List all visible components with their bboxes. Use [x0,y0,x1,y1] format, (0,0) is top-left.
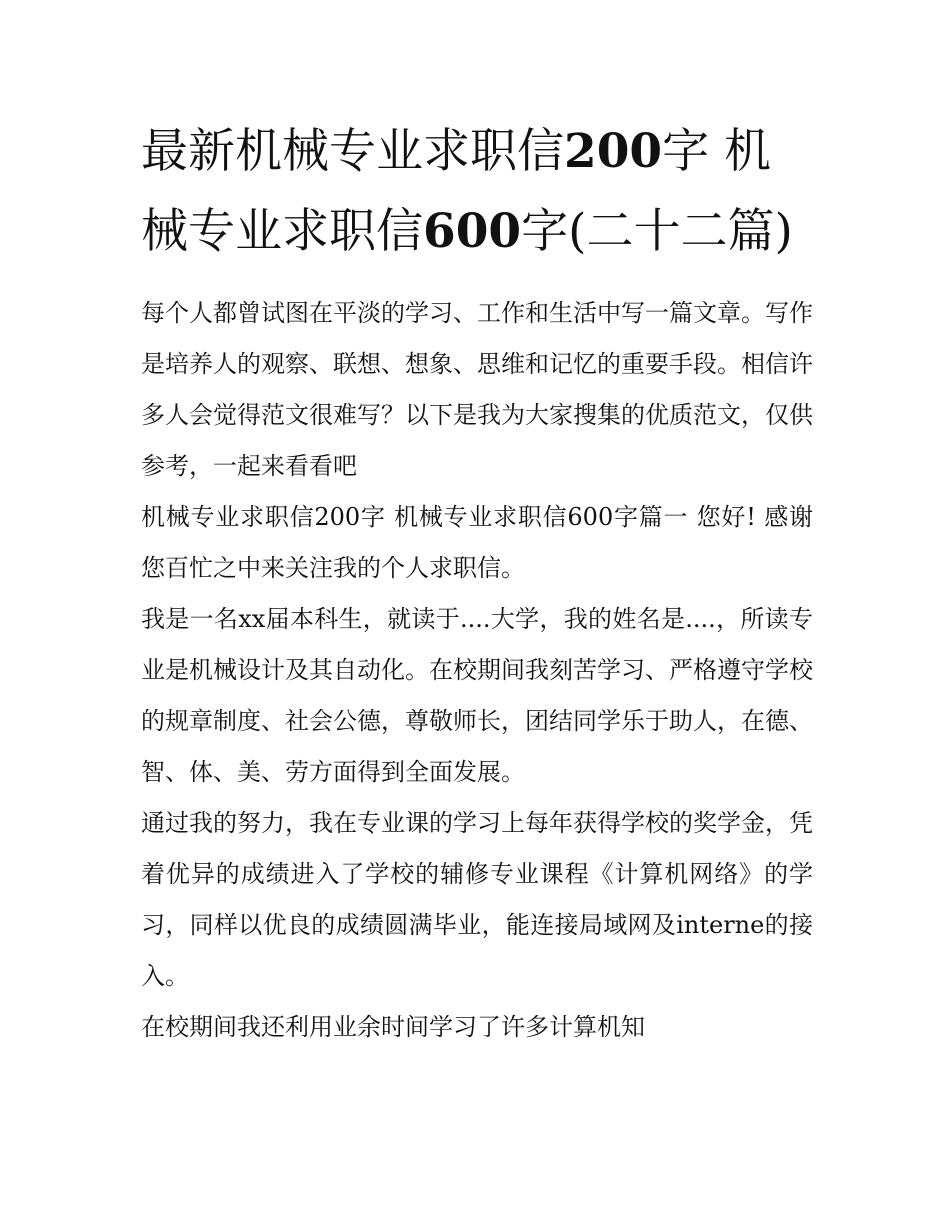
paragraph: 机械专业求职信200字 机械专业求职信600字篇一 您好! 感谢您百忙之中来关注我的个人求职信。 [141,503,813,582]
paragraph: 我是一名xx届本科生，就读于....大学，我的姓名是....，所读专业是机械设计及其自动化。在校期间我刻苦学习、严格遵守学校的规章制度、社会公德，尊敬师长，团结同学乐于助人，在德、智、体、美、劳方面得到全面发展。 [141,605,813,786]
paragraph: 在校期间我还利用业余时间学习了许多计算机知 [141,1013,645,1041]
document-body [141,288,813,1053]
document-title: 最新机械专业求职信200字 机械专业求职信600字(二十二篇) [141,124,793,259]
paragraph: 每个人都曾试图在平淡的学习、工作和生活中写一篇文章。写作是培养人的观察、联想、想象、思维和记忆的重要手段。相信许多人会觉得范文很难写？以下是我为大家搜集的优质范文，仅供参考，一起来看看吧 [141,299,813,480]
document-content [141,112,813,1053]
paragraph: 通过我的努力，我在专业课的学习上每年获得学校的奖学金，凭着优异的成绩进入了学校的辅修专业课程《计算机网络》的学习，同样以优良的成绩圆满毕业，能连接局域网及interne的接入。 [141,809,813,990]
